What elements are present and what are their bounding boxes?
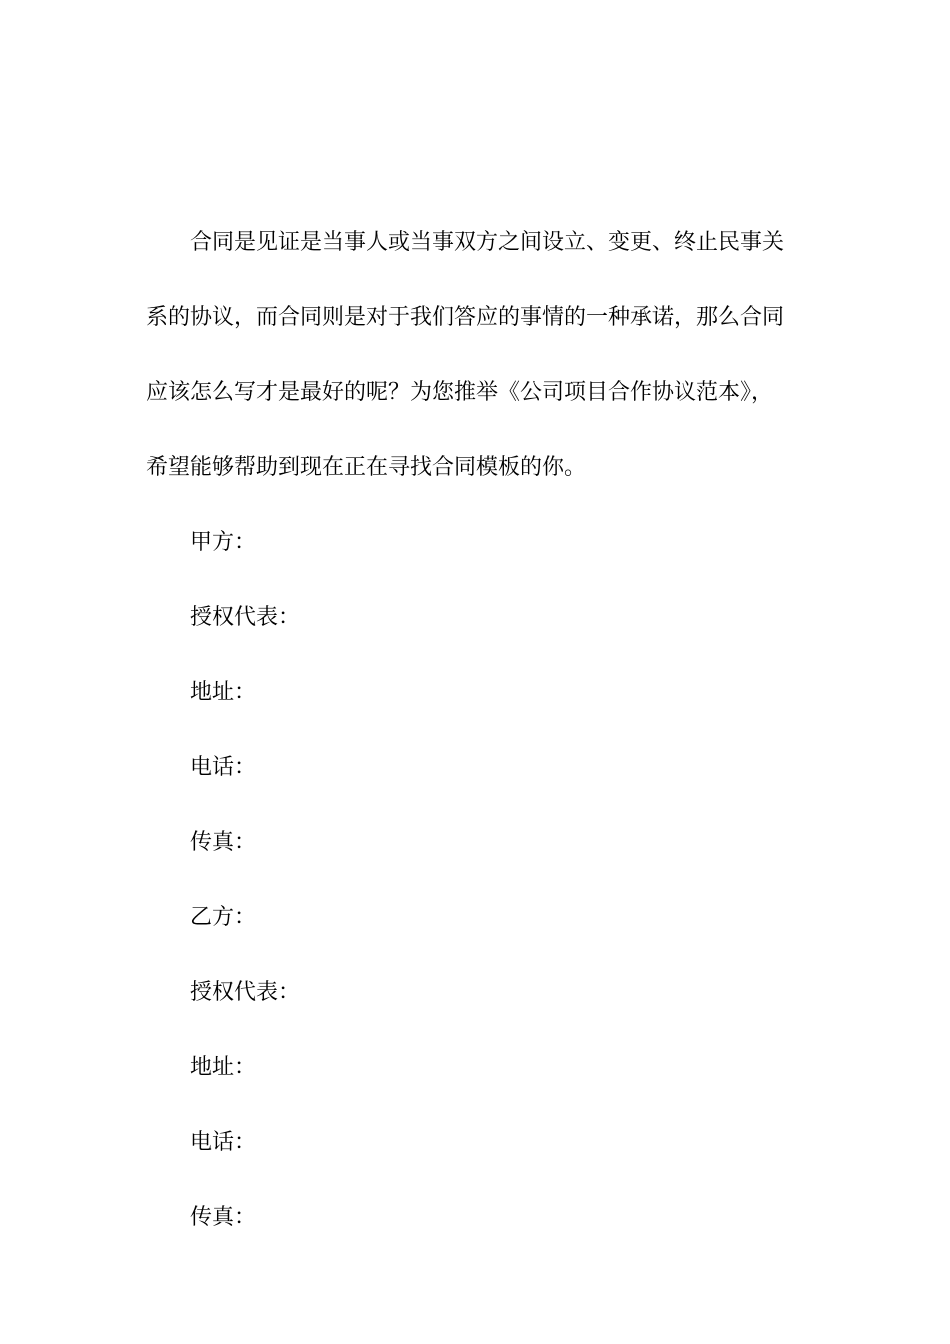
party-b-phone: 电话： [190,1130,257,1155]
party-a-fax: 传真： [190,830,257,855]
intro-line-1: 合同是见证是当事人或当事双方之间设立、变更、终止民事关 [190,230,785,255]
party-b-label: 乙方： [190,905,257,930]
party-b-address: 地址： [190,1055,257,1080]
party-a-address: 地址： [190,680,257,705]
party-a-representative: 授权代表： [190,605,301,630]
party-fields [190,505,300,1255]
party-b-fax: 传真： [190,1205,257,1230]
party-a-label: 甲方： [190,530,257,555]
party-b-representative: 授权代表： [190,980,301,1005]
intro-line-2: 系的协议，而合同则是对于我们答应的事情的一种承诺，那么合同 [146,305,785,330]
intro-line-4: 希望能够帮助到现在正在寻找合同模板的你。 [146,455,587,480]
intro-line-3: 应该怎么写才是最好的呢？为您推举《公司项目合作协议范本》， [146,380,774,405]
party-a-phone: 电话： [190,755,257,780]
intro-paragraph [146,205,806,505]
